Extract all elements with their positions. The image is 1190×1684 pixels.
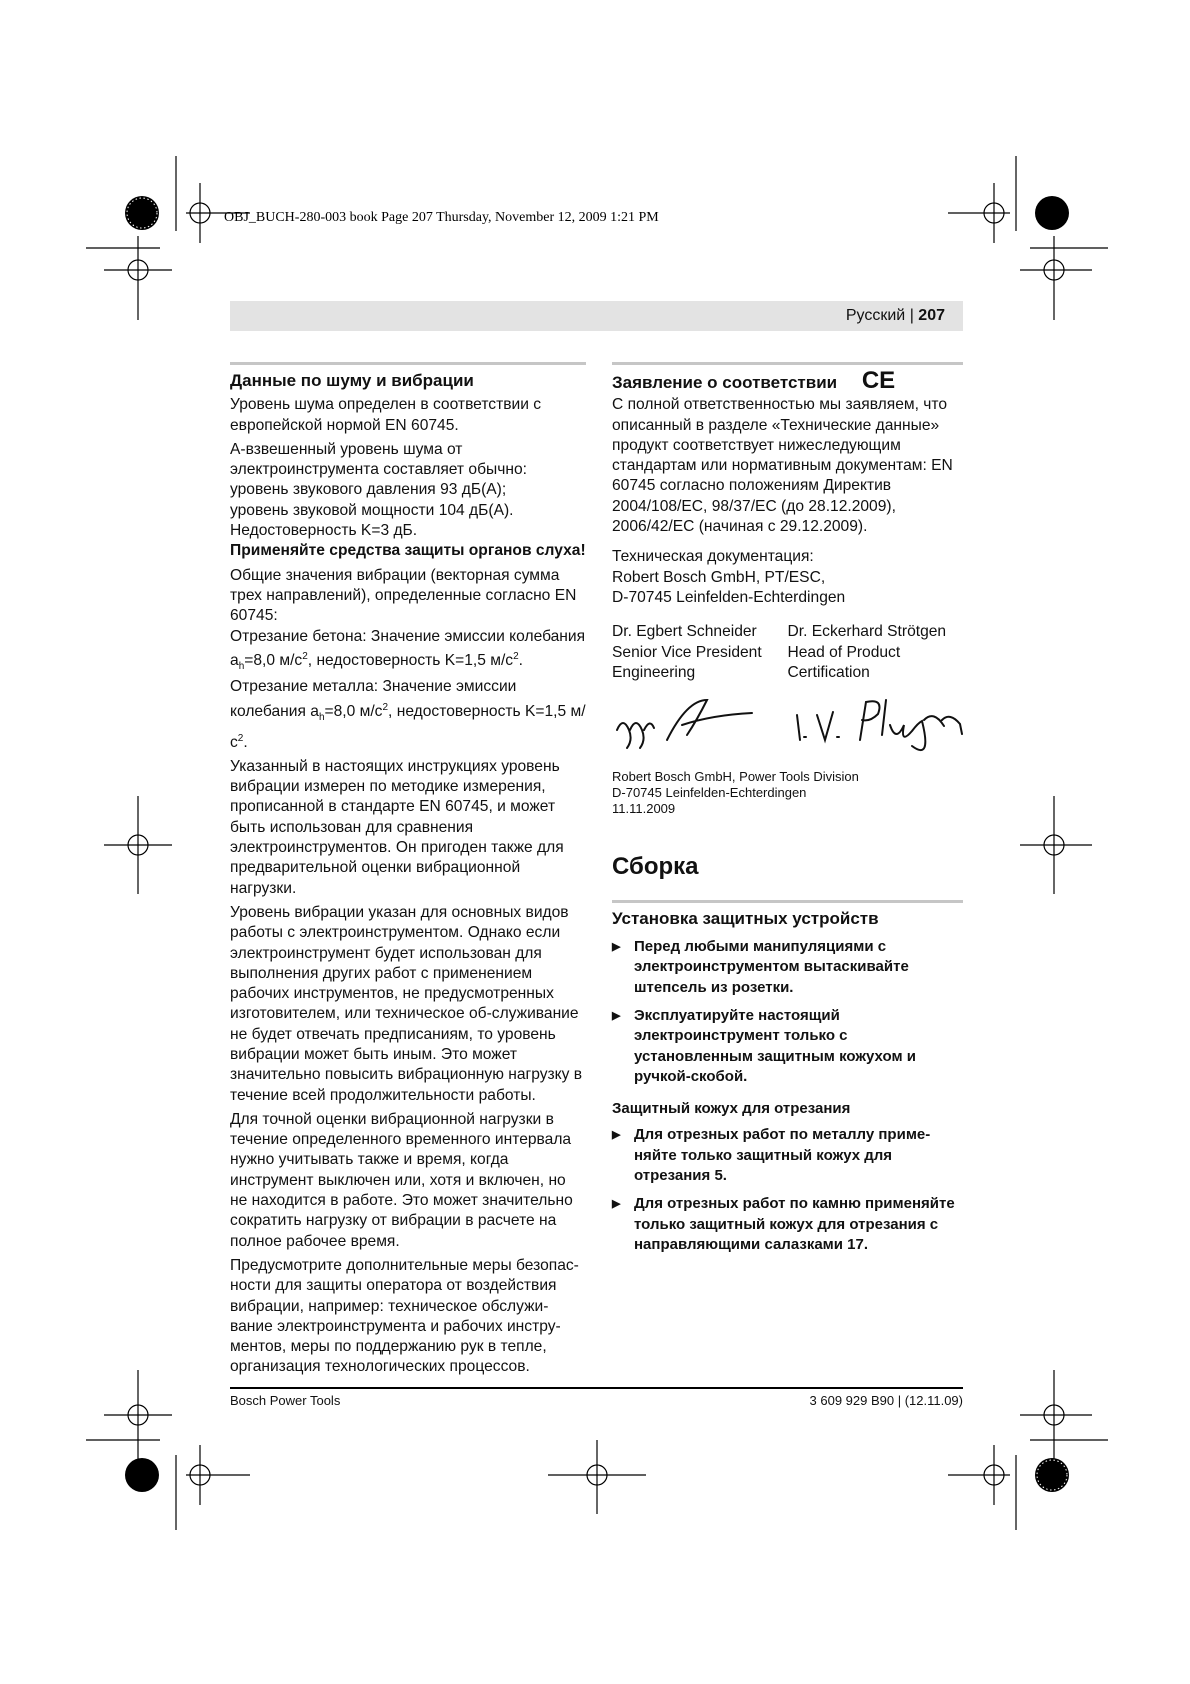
list-item: ▶ Перед любыми манипуляциями с электроинструментом вытаскивайте штепсель из розетки. [612,937,963,998]
section-rule [230,362,586,365]
section-rule [612,362,963,365]
file-header: OBJ_BUCH-280-003 book Page 207 Thursday, November 12, 2009 1:21 PM [224,210,659,225]
declaration-heading: Заявление о соответствии CE [612,367,896,394]
protective-devices-heading: Установка защитных устройств [612,908,879,928]
protective-devices-list [612,937,963,1087]
concrete-cutting-value: Отрезание бетона: Значение эмиссии колебания $a_h=8,0$ $м/с^2$, недостоверность K=1,5 $м/с^2$. [230,627,586,673]
vibration-exposure-paragraph: Для точной оценки вибрационной нагрузки в течение определенного временного интервала нужно учитывать также и время, когда инструмент выключен или, хотя и включен, но не находится в работе. Это может значительно сократить нагрузку от вибрации в расчете на полное рабочее время. [230,1110,573,1250]
declaration-paragraph: С полной ответственностью мы заявляем, что описанный в разделе «Технические данные» продукт соответствует нижеследующим стандартам или нормативным документам: EN 60745 согласно положениям Директив 2004/108/EC, 98/37/EC (до 28.12.2009), 2006/42/EC (начиная с 29.12.2009). [612,396,953,536]
company-address: Robert Bosch GmbH, Power Tools Division D-70745 Leinfelden-Echterdingen 11.11.2009 [612,769,859,817]
noise-standard-paragraph: Уровень шума определен в соответствии с европейской нормой EN 60745. [230,396,542,434]
list-item: ▶ Для отрезных работ по металлу приме-няйте только защитный кожух для отрезания 5. [612,1125,963,1186]
section-rule [612,900,963,903]
noise-line: уровень звуковой мощности 104 дБ(A). [230,501,514,519]
noise-line: А-взвешенный уровень шума от [230,440,463,458]
vibration-values-paragraph [230,566,586,753]
assembly-heading: Сборка [612,853,699,881]
list-item: ▶ Эксплуатируйте настоящий электроинструмент только с установленным защитным кожухом и ручкой-скобой. [612,1006,963,1087]
running-head [846,307,945,325]
noise-line: Недостоверность K=3 дБ. [230,522,418,540]
running-head-bar [230,301,963,331]
signatory-2: Dr. Eckerhard Strötgen Head of Product Certification [787,623,947,681]
running-head-separator: | [909,307,914,324]
vibration-usage-paragraph: Уровень вибрации указан для основных видов работы с электроинструментом. Однако если электроинструмент будет использован для выполнения других работ с применением рабочих инструментов, не предусмотренных изготовителем, или техническое об-служивание не будет отвечать предписаниям, то уровень вибрации может быть иным. Это может значительно повысить вибрационную нагрузку в течение всей продолжительности работы. [230,903,583,1104]
noise-line: электроинструмента составляет обычно: [230,461,527,479]
vibration-intro: Общие значения вибрации (векторная сумма трех направлений), определенные согласно EN 60745: [230,566,577,625]
right-column [612,362,963,1263]
metal-cutting-value: Отрезание металла: Значение эмиссии колебания $a_h=8,0$ $м/с^2$, недостоверность K=1,5 $м/с^2$. [230,678,586,751]
handwritten-signatures [612,695,972,755]
list-item: ▶ Для отрезных работ по камню применяйте только защитный кожух для отрезания с направляющими салазками 17. [612,1194,963,1255]
cutting-guard-heading: Защитный кожух для отрезания [612,1100,851,1118]
vibration-measurement-paragraph: Указанный в настоящих инструкциях уровень вибрации измерен по методике измерения, прописанной в стандарте EN 60745, и может быть использован для сравнения электроинструментов. Он пригоден также для предварительной оценки вибрационной нагрузки. [230,757,564,897]
left-column [230,362,586,1382]
signatory-1: Dr. Egbert Schneider Senior Vice President Engineering [612,623,762,681]
page-number: 207 [918,307,945,324]
technical-documentation: Техническая документация: Robert Bosch GmbH, PT/ESC, D-70745 Leinfelden-Echterdingen [612,548,846,606]
noise-levels-paragraph [230,440,586,562]
footer-right: 3 609 929 B90 | (12.11.09) [809,1393,963,1408]
footer-left: Bosch Power Tools [230,1393,341,1408]
cutting-guard-list [612,1125,963,1255]
noise-line: уровень звукового давления 93 дБ(A); [230,481,507,499]
safety-measures-paragraph: Предусмотрите дополнительные меры безопас-ности для защиты оператора от воздействия вибрации, например: техническое обслужи-вание электроинструмента и рабочих инстру-ментов, меры по поддержанию рук в тепле, организация технологических процессов. [230,1256,579,1376]
noise-vibration-heading: Данные по шуму и вибрации [230,371,474,390]
hearing-protection-warning: Применяйте средства защиты органов слуха! [230,542,586,560]
ce-mark-icon: CE [861,367,896,394]
footer-rule [230,1387,963,1389]
running-head-language: Русский [845,307,906,324]
signatories [612,622,963,683]
